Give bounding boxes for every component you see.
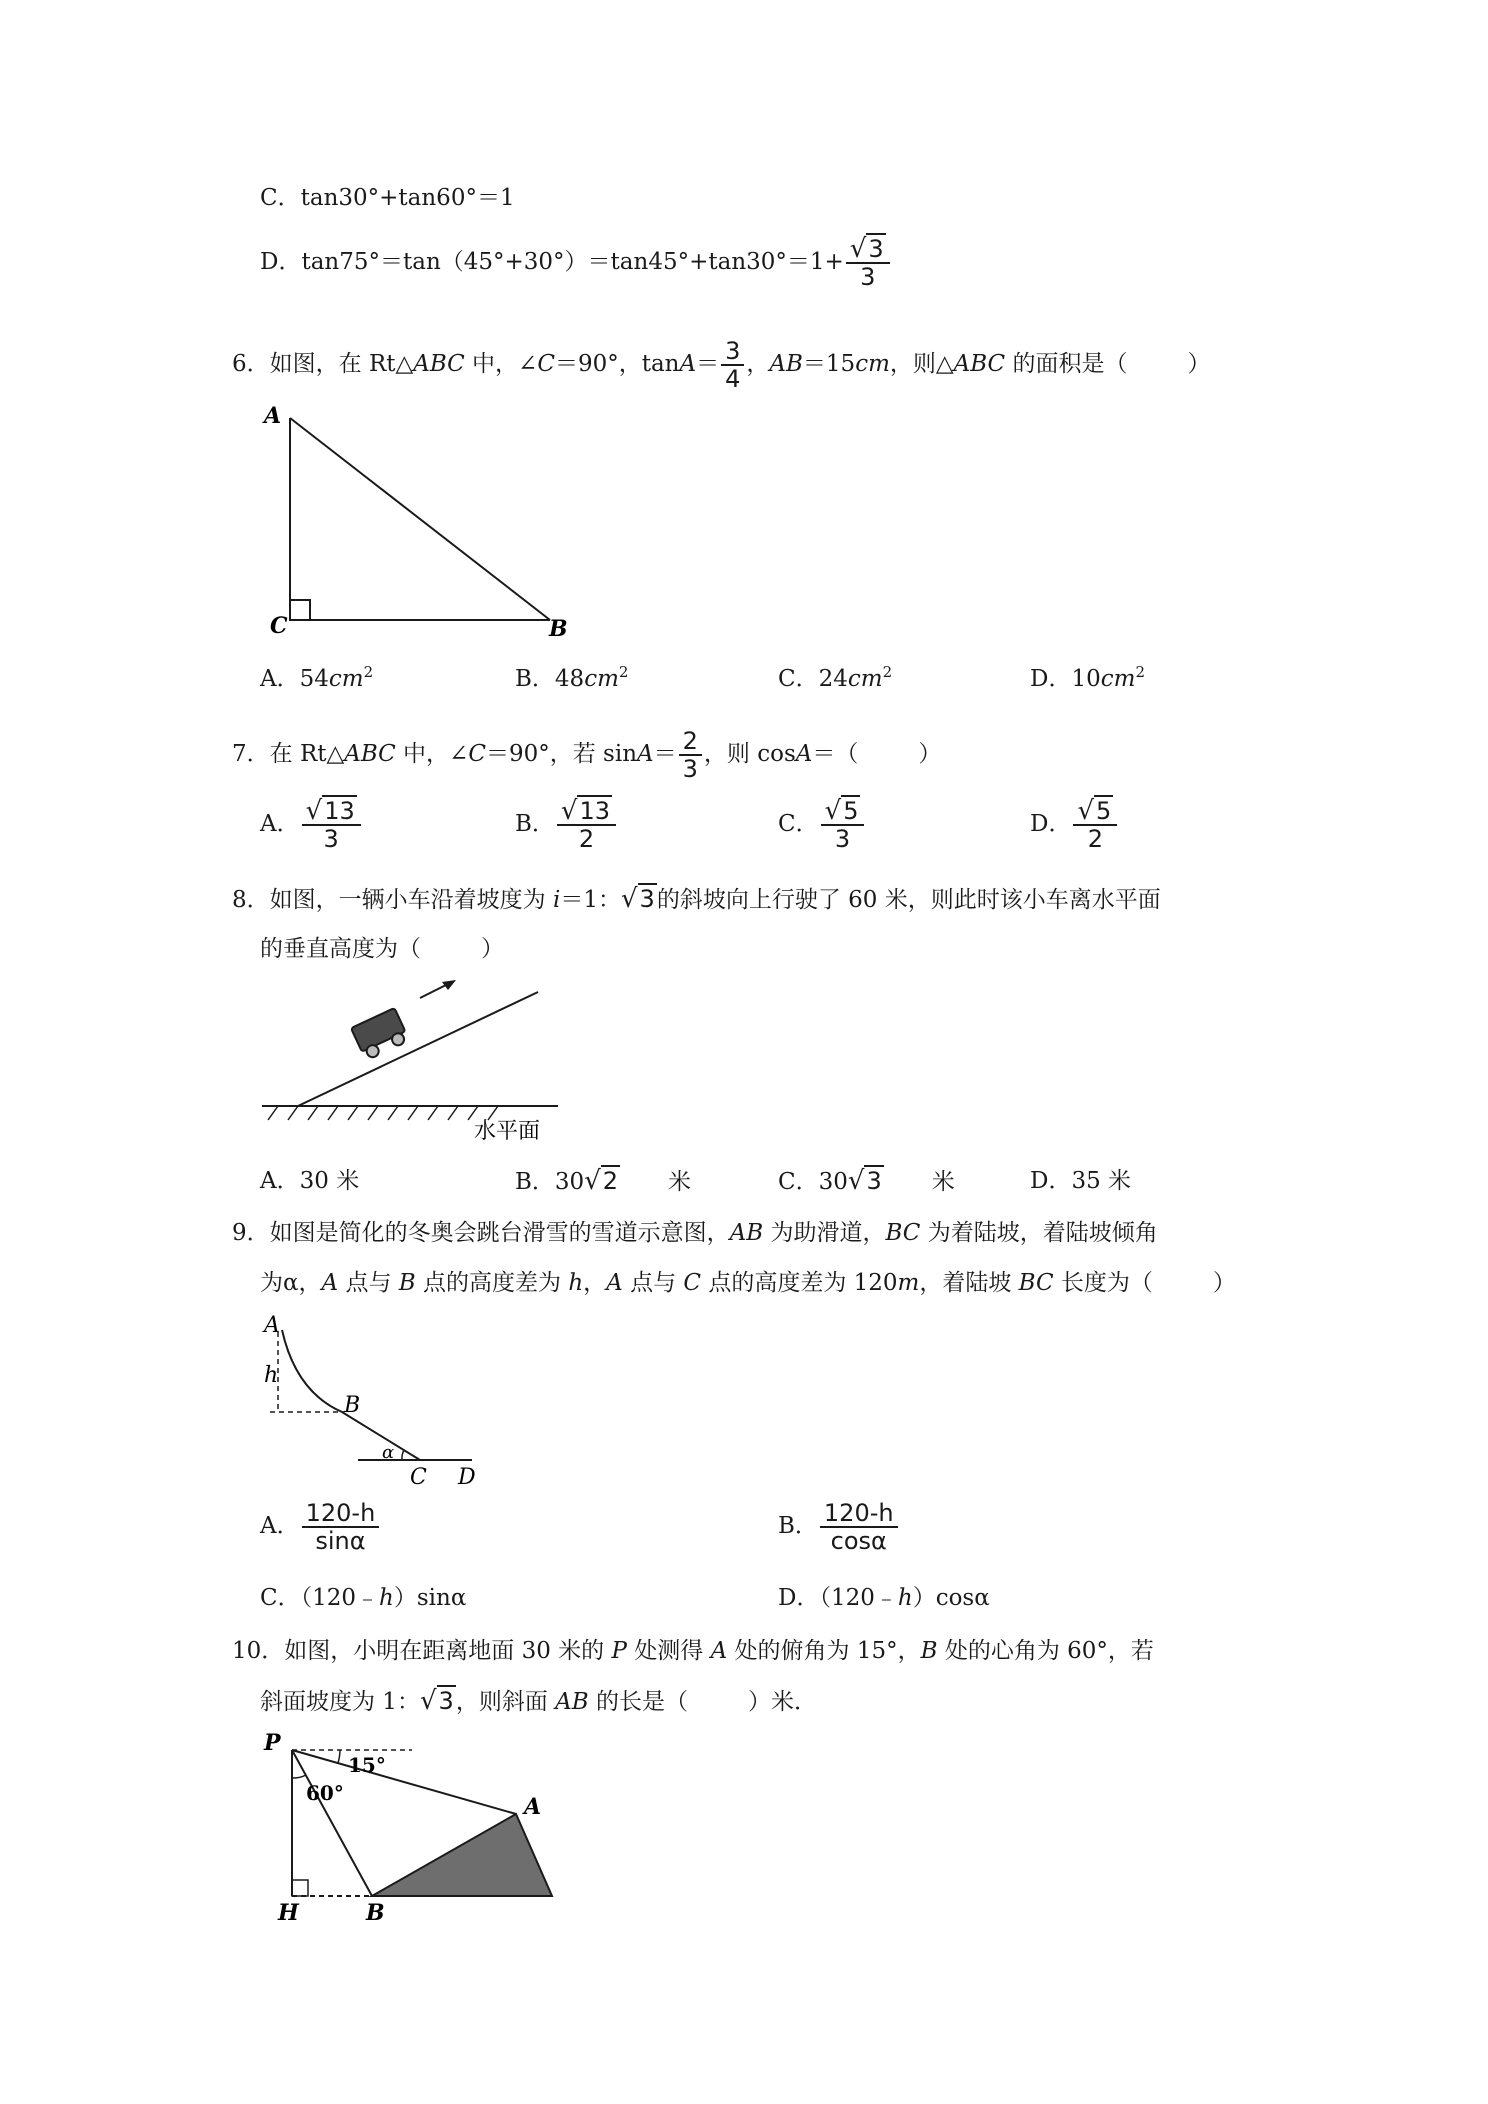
slope-line — [298, 992, 538, 1106]
q7-option-b: B． $\frac{√13}{2}$ — [515, 798, 618, 852]
q7-option-a: A． $\frac{√13}{3}$ — [260, 798, 363, 852]
inrun-curve — [282, 1330, 342, 1412]
cart-icon — [351, 1008, 410, 1061]
slope-shaded-region — [372, 1814, 552, 1896]
point-a-label: A — [524, 1794, 542, 1820]
q6-option-c: C．$24cm^2$ — [778, 663, 893, 692]
q6-option-a: A．$54cm^2$ — [260, 663, 374, 692]
q7-stem: 7．在 Rt△ABC 中，∠C＝90°，若 sinA＝ $\frac{2}{3}$ ，则 cosA＝（ ） — [232, 727, 942, 783]
point-p-label: P — [264, 1730, 281, 1756]
sqrt3: √3 — [419, 1686, 454, 1716]
angle-15-label: 15° — [348, 1753, 386, 1777]
point-d-label: D — [458, 1465, 476, 1490]
sqrt3: √3 — [620, 884, 655, 914]
q9-stem-line1: 9．如图是简化的冬奥会跳台滑雪的雪道示意图，AB 为助滑道，BC 为着陆坡，着陆坡倾角 — [232, 1220, 1158, 1246]
angle-60-arc — [292, 1775, 306, 1778]
point-a-label: A — [264, 1313, 280, 1338]
alpha-label: α — [382, 1442, 395, 1463]
q9-option-b: B． $\frac{120-h}{\cos\alpha}$ — [778, 1500, 900, 1554]
point-b-label: B — [366, 1900, 385, 1926]
tanA-fraction: $\frac{3}{4}$ — [721, 338, 744, 392]
q8-option-d: D．35 米 — [1030, 1168, 1132, 1194]
q10-stem-line2: 斜面坡度为 1：√3，则斜面 AB 的长是（ ）米． — [260, 1686, 817, 1716]
q5-option-d: D．tan75°＝tan（45°+30°）＝tan45°+tan30°＝1+ $\frac{√3}{3}$ — [260, 236, 892, 290]
q6-stem: 6．如图，在 Rt△ABC 中，∠C＝90°，tanA＝ $\frac{3}{4}$ ，AB＝15cm，则△ABC 的面积是（ ） — [232, 337, 1211, 393]
angle-60-label: 60° — [306, 1781, 344, 1805]
point-h-label: H — [278, 1900, 299, 1926]
q9-option-c: C．（120﹣h）sinα — [260, 1585, 467, 1611]
q8-option-a: A．30 米 — [260, 1168, 360, 1194]
ski-jump-figure — [262, 1312, 492, 1490]
h-label: h — [264, 1363, 279, 1388]
vertex-a-label: A — [264, 403, 282, 429]
right-angle-mark — [292, 1880, 308, 1896]
right-triangle-figure — [260, 398, 570, 648]
q6-option-b: B．$48cm^2$ — [515, 663, 629, 692]
q8-stem-line1: 8．如图，一辆小车沿着坡度为 i＝1：√3的斜坡向上行驶了 60 米，则此时该小车离水平面 — [232, 884, 1161, 914]
slope-observation-figure — [262, 1728, 562, 1928]
slope-cart-figure — [262, 980, 562, 1150]
q9-option-a: A． $\frac{120-h}{\sin\alpha}$ — [260, 1500, 381, 1554]
q7-option-c: C． $\frac{√5}{3}$ — [778, 798, 866, 852]
ground-hatching — [268, 1106, 498, 1120]
q8-option-c: C．30√3 米 — [778, 1166, 955, 1196]
vertex-b-label: B — [549, 616, 568, 642]
point-b-label: B — [344, 1393, 361, 1418]
q5-option-c: C．tan30°+tan60°＝1 — [260, 185, 515, 211]
sinA-fraction: $\frac{2}{3}$ — [679, 728, 702, 782]
sqrt3-over-3-fraction: $\frac{√3}{3}$ — [846, 236, 890, 290]
angle-arc — [402, 1450, 404, 1460]
q6-option-d: D．$10cm^2$ — [1030, 663, 1145, 692]
point-c-label: C — [410, 1465, 427, 1490]
angle-15-arc — [338, 1750, 340, 1763]
q7-option-d: D． $\frac{√5}{2}$ — [1030, 798, 1119, 852]
q9-option-d: D．（120﹣h）cosα — [778, 1585, 990, 1611]
vertex-c-label: C — [270, 613, 288, 639]
ground-label: 水平面 — [474, 1119, 541, 1144]
q9-stem-line2: 为α，A 点与 B 点的高度差为 h，A 点与 C 点的高度差为 120m，着陆坡 BC 长度为（ ） — [260, 1270, 1236, 1296]
q10-stem-line1: 10．如图，小明在距离地面 30 米的 P 处测得 A 处的俯角为 15°，B 处的心角为 60°，若 — [232, 1638, 1154, 1664]
q8-stem-line2: 的垂直高度为（ ） — [260, 936, 504, 962]
landing-slope — [342, 1412, 420, 1460]
right-angle-mark — [290, 600, 310, 620]
q8-option-b: B．30√2 米 — [515, 1166, 692, 1196]
